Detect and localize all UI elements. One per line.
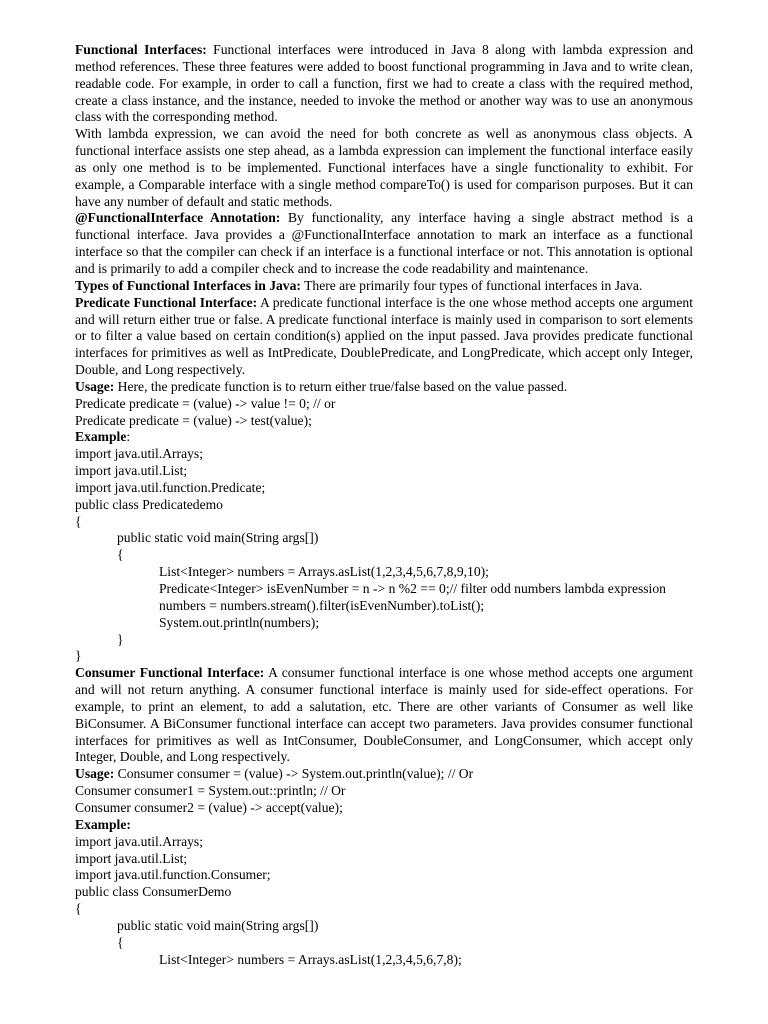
paragraph-text: Functional interfaces were introduced in Java 8 along with lambda expression and method references. These three features were added to boost functional programming in Java and to write clean, readable code. For example, in order to call a function, first we had to create a class with the required method, create a class instance, and the instance, needed to invoke the method or another way was to use an anonymous class with the corresponding method. [75, 42, 693, 125]
paragraph-lambda-expression [75, 126, 693, 210]
code-line: List<Integer> numbers = Arrays.asList(1,2,3,4,5,6,7,8,9,10); [159, 564, 489, 580]
code-line: { [75, 513, 82, 529]
code-line: public static void main(String args[]) [117, 530, 319, 546]
paragraph-text: A predicate functional interface is the one whose method accepts one argument and will return either true or false. A predicate functional interface is mainly used in comparison to sort elements or to filter a value based on certain condition(s) applied on the input passed. Java provides predicate functional interfaces for primitives as well as IntPredicate, DoublePredicate, and LongPredicate, which accept only Integer, Double, and Long respectively. [75, 294, 693, 378]
code-line: import java.util.List; [75, 850, 188, 866]
code-line: Predicate<Integer> isEvenNumber = n -> n %2 == 0;// filter odd numbers lambda expression [159, 581, 666, 596]
code-line: } [75, 648, 82, 664]
paragraph-consumer [75, 665, 693, 766]
code-line: import java.util.List; [75, 463, 188, 479]
heading-types: Types of Functional Interfaces in Java: [75, 277, 301, 293]
code-line: public static void main(String args[]) [117, 917, 319, 933]
code-line: public class ConsumerDemo [75, 884, 232, 900]
consumer-usage-line: Consumer consumer1 = System.out::println; // Or [75, 783, 346, 799]
code-line: import java.util.function.Consumer; [75, 867, 271, 883]
heading-annotation: @FunctionalInterface Annotation: [75, 210, 281, 226]
code-line: System.out.println(numbers); [159, 614, 320, 630]
consumer-usage-line [75, 766, 693, 783]
code-line: { [117, 934, 124, 950]
heading-functional-interfaces: Functional Interfaces: [75, 42, 207, 57]
code-line: { [117, 547, 124, 563]
example-label: Example: [75, 816, 131, 832]
predicate-usage-line: Predicate predicate = (value) -> test(value); [75, 412, 312, 428]
paragraph-text: Here, the predicate function is to return either true/false based on the value passed. [114, 378, 568, 394]
code-line: import java.util.Arrays; [75, 446, 203, 462]
paragraph-text: There are primarily four types of functional interfaces in Java. [300, 277, 643, 293]
paragraph-text: With lambda expression, we can avoid the need for both concrete as well as anonymous class objects. A functional interface assists one step ahead, as a lambda expression can implement the functional interface easily as only one method is to be implemented. Functional interfaces have a single functionality to exhibit. For example, a Comparable interface with a single method compareTo() is used for comparison purposes. But it can have any number of default and static methods. [75, 126, 693, 209]
heading-predicate: Predicate Functional Interface: [75, 294, 258, 310]
usage-text: Consumer consumer = (value) -> System.out.println(value); // Or [114, 766, 474, 782]
code-line: } [117, 631, 124, 647]
document-body [75, 42, 693, 968]
code-line: public class Predicatedemo [75, 496, 223, 512]
paragraph-functional-interfaces [75, 42, 693, 126]
paragraph-predicate-usage [75, 379, 693, 396]
paragraph-predicate [75, 295, 693, 379]
paragraph-text: By functionality, any interface having a single abstract method is a functional interface. Java provides a @FunctionalInterface annotation to mark an interface as a functional interface so that the compiler can check if an interface is a functional interface or not. This annotation is optional and is primarily to add a compiler check and to increase the code readability and maintenance. [75, 210, 693, 276]
paragraph-text: A consumer functional interface is one whose method accepts one argument and will not return anything. A consumer functional interface is mainly used for side-effect operations. For example, to print an element, to add a salutation, etc. There are other variants of Consumer as well like BiConsumer. A BiConsumer functional interface can accept two parameters. Java provides consumer functional interfaces for primitives as well as IntConsumer, DoubleConsumer, and LongConsumer, which accept only Integer, Double, and Long respectively. [75, 665, 693, 765]
example-heading [75, 817, 693, 834]
example-heading [75, 429, 693, 446]
example-colon: : [126, 429, 131, 445]
heading-usage: Usage: [75, 378, 115, 394]
code-line: import java.util.function.Predicate; [75, 479, 266, 495]
heading-consumer: Consumer Functional Interface: [75, 665, 265, 681]
example-label: Example [75, 429, 127, 445]
code-line: import java.util.Arrays; [75, 833, 203, 849]
heading-usage: Usage: [75, 766, 115, 782]
code-line: { [75, 901, 82, 917]
paragraph-types [75, 278, 693, 295]
consumer-usage-line: Consumer consumer2 = (value) -> accept(value); [75, 799, 343, 815]
code-line: numbers = numbers.stream().filter(isEvenNumber).toList(); [159, 597, 485, 613]
predicate-usage-line: Predicate predicate = (value) -> value != 0; // or [75, 395, 336, 411]
code-line: List<Integer> numbers = Arrays.asList(1,2,3,4,5,6,7,8); [159, 951, 462, 967]
paragraph-annotation [75, 210, 693, 277]
